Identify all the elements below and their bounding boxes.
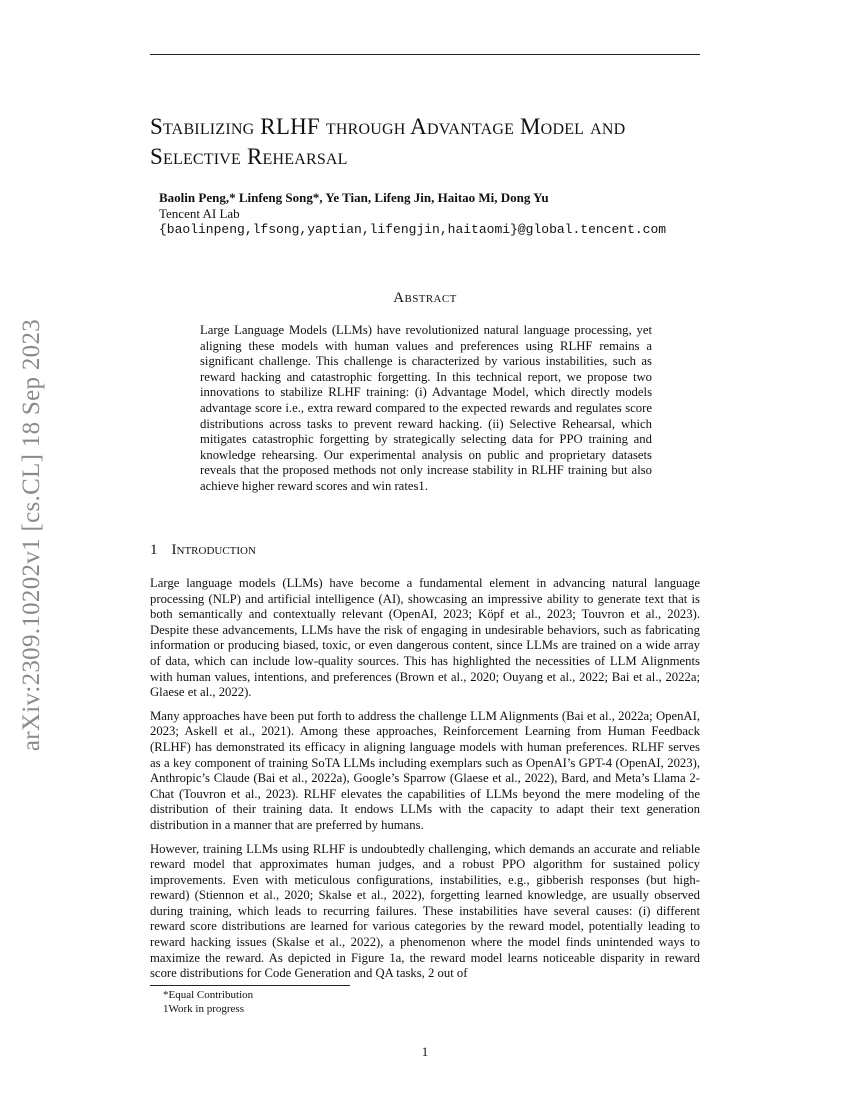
author-names: Baolin Peng,* Linfeng Song*, Ye Tian, Lifeng Jin, Haitao Mi, Dong Yu [159, 190, 549, 205]
paragraph: However, training LLMs using RLHF is undoubtedly challenging, which demands an accurate and reliable reward model that approximates human judges, and a robust PPO algorithm for sustained policy improvements. Even with meticulous configurations, instabilities, e.g., gibberish responses (but high-reward) (Stiennon et al., 2020; Skalse et al., 2022), forgetting learned knowledge, are usually observed during training, which leads to recurring failures. These instabilities have several causes: (i) different reward score distributions are learned for various categories by the reward model, potentially leading to reward hacking issues (Skalse et al., 2022), a phenomenon where the model finds unintended ways to maximize the reward. As depicted in Figure 1a, the reward model learns noticeable disparity in reward score distributions for Code Generation and QA tasks, 2 out of [150, 841, 700, 981]
footnotes [163, 988, 253, 1016]
paragraph: Large language models (LLMs) have become a fundamental element in advancing natural language processing (NLP) and artificial intelligence (AI), showcasing an impressive ability to generate text that is both semantically and contextually relevant (OpenAI, 2023; Köpf et al., 2023; Touvron et al., 2023). Despite these advancements, LLMs have the risk of engaging in undesirable behaviors, such as fabricating information or producing biased, toxic, or even dangerous content, since LLMs are trained on a wide array of data, which can include low-quality sources. This has highlighted the necessities of LLM Alignments with human values, intentions, and preferences (Brown et al., 2020; Ouyang et al., 2022; Bai et al., 2022a; Glaese et al., 2022). [150, 576, 700, 700]
paper-title: Stabilizing RLHF through Advantage Model and Selective Rehearsal [150, 114, 626, 169]
section-body [150, 576, 700, 990]
abstract-heading: Abstract [393, 290, 457, 306]
arxiv-id: arXiv:2309.10202v1 [cs.CL] 18 Sep 2023 [18, 318, 46, 752]
top-rule [150, 54, 700, 55]
author-email: {baolinpeng,lfsong,yaptian,lifengjin,haitaomi}@global.tencent.com [159, 222, 667, 237]
page-number: 1 [421, 1044, 429, 1059]
paragraph: Many approaches have been put forth to address the challenge LLM Alignments (Bai et al., 2022a; OpenAI, 2023; Askell et al., 2021). Among these approaches, Reinforcement Learning from Human Feedback (RLHF) has demonstrated its efficacy in aligning language models with human preferences. RLHF serves as a key component of training SoTA LLMs including exemplars such as OpenAI’s GPT-4 (OpenAI, 2023), Anthropic’s Claude (Bai et al., 2022a), Google’s Sparrow (Glaese et al., 2022), Bard, and Meta’s Llama 2-Chat (Touvron et al., 2023). RLHF elevates the capabilities of LLMs beyond the mere modeling of the distribution of their training data. It endows LLMs with the capacity to adapt their text generation distribution in a manner that are preferred by humans. [150, 708, 700, 832]
footnote: 1Work in progress [163, 1003, 244, 1015]
author-block [159, 190, 719, 238]
abstract-text: Large Language Models (LLMs) have revolutionized natural language processing, yet aligning these models with human values and preferences using RLHF remains a significant challenge. This challenge is characterized by various instabilities, such as reward hacking and catastrophic forgetting. In this technical report, we propose two innovations to stabilize RLHF training: (i) Advantage Model, which directly models advantage score i.e., extra reward compared to the expected rewards and regulates score distributions across tasks to prevent reward hacking. (ii) Selective Rehearsal, which mitigates catastrophic forgetting by strategically selecting data for PPO training and knowledge rehearsing. Our experimental analysis on public and proprietary datasets reveals that the proposed methods not only increase stability in RLHF training but also achieve higher reward scores and win rates1. [200, 323, 652, 493]
section-number: 1 [150, 542, 158, 558]
affiliation: Tencent AI Lab [159, 206, 240, 221]
section-title: Introduction [171, 542, 256, 558]
section-heading [150, 542, 256, 559]
arxiv-stamp [10, 300, 54, 770]
footnote-rule [150, 985, 350, 986]
footnote: *Equal Contribution [163, 989, 254, 1001]
